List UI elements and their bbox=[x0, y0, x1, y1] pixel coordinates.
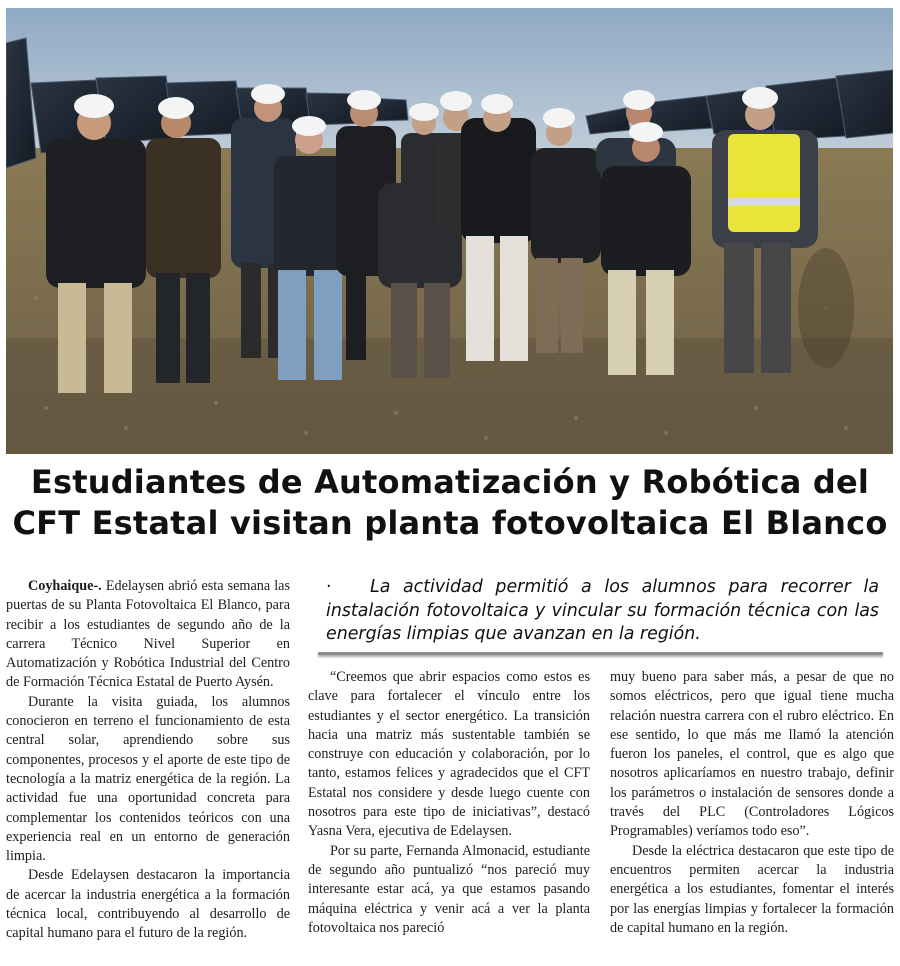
paragraph bbox=[6, 577, 290, 693]
lead-bullet: · bbox=[326, 577, 332, 597]
paragraph: Desde Edelaysen destacaron la importancia de acercar la industria energética a la formación técnica local, contribuyendo al desarrollo de capital humano para el futuro de la región. bbox=[6, 867, 290, 942]
paragraph: muy bueno para saber más, a pesar de que no somos eléctricos, pero que igual tiene mucha relación nuestra carrera con el rubro eléctrico. En ese sentido, lo que más me llamó la atención fueron los paneles, el control, que es algo que nosotros aplicaríamos en nuestro trabajo, definir los parámetros o instalación de sensores donde a través del PLC (Controladores Lógicos Programables) veríamos todo eso”. bbox=[610, 669, 894, 840]
photo-group-at-solar-plant-icon bbox=[6, 8, 893, 454]
headline bbox=[0, 462, 900, 544]
lead-text: La actividad permitió a los alumnos para recorrer la instalación fotovoltaica y vincular su formación técnica con las energías limpias que avanzan en la región. bbox=[326, 577, 879, 644]
paragraph-text: Edelaysen abrió esta semana las puertas de su Planta Fotovoltaica El Blanco, para recibir a los estudiantes de segundo año de la carrera Técnico Nivel Superior en Automatización y Robótica Industrial del Centro de Formación Técnica Estatal de Puerto Aysén. bbox=[6, 578, 290, 691]
article-column-2 bbox=[308, 668, 590, 938]
article-column-3 bbox=[610, 668, 894, 938]
paragraph: Durante la visita guiada, los alumnos conocieron en terreno el funcionamiento de esta central solar, aprendiendo sobre sus componentes, procesos y el aporte de este tipo de tecnología a la matriz energética de la región. La actividad fue una oportunidad concreta para complementar los contenidos teóricos con una experiencia real en un entorno de generación limpia. bbox=[6, 693, 290, 865]
article-photo bbox=[6, 8, 893, 454]
paragraph: “Creemos que abrir espacios como estos es clave para fortalecer el vínculo entre los estudiantes y el sector energético. La transición hacia una matriz más sustentable también se construye con educación y colaboración, por lo tanto, estamos felices y agradecidos que el CFT Estatal nos considere y desde luego cuente con nosotros para este tipo de iniciativas”, destacó Yasna Vera, ejecutiva de Edelaysen. bbox=[308, 669, 590, 840]
headline-line-1: Estudiantes de Automatización y Robótica del bbox=[30, 463, 870, 501]
headline-line-2: CFT Estatal visitan planta fotovoltaica El Blanco bbox=[12, 504, 888, 542]
article-column-1 bbox=[6, 577, 290, 944]
dateline: Coyhaique-. bbox=[28, 578, 102, 594]
paragraph: Por su parte, Fernanda Almonacid, estudiante de segundo año puntualizó “nos pareció muy interesante estar acá, ya que estamos pasando máquina eléctrica y venir acá a ver la planta fotovoltaica nos pareció bbox=[308, 842, 590, 936]
lead-divider bbox=[318, 652, 883, 655]
paragraph: Desde la eléctrica destacaron que este tipo de encuentros permiten acercar la industria energética a los estudiantes, fomentar el interés por las energías limpias y fortalecer la formación de capital humano en la región. bbox=[610, 842, 894, 936]
lead-paragraph bbox=[326, 576, 879, 647]
